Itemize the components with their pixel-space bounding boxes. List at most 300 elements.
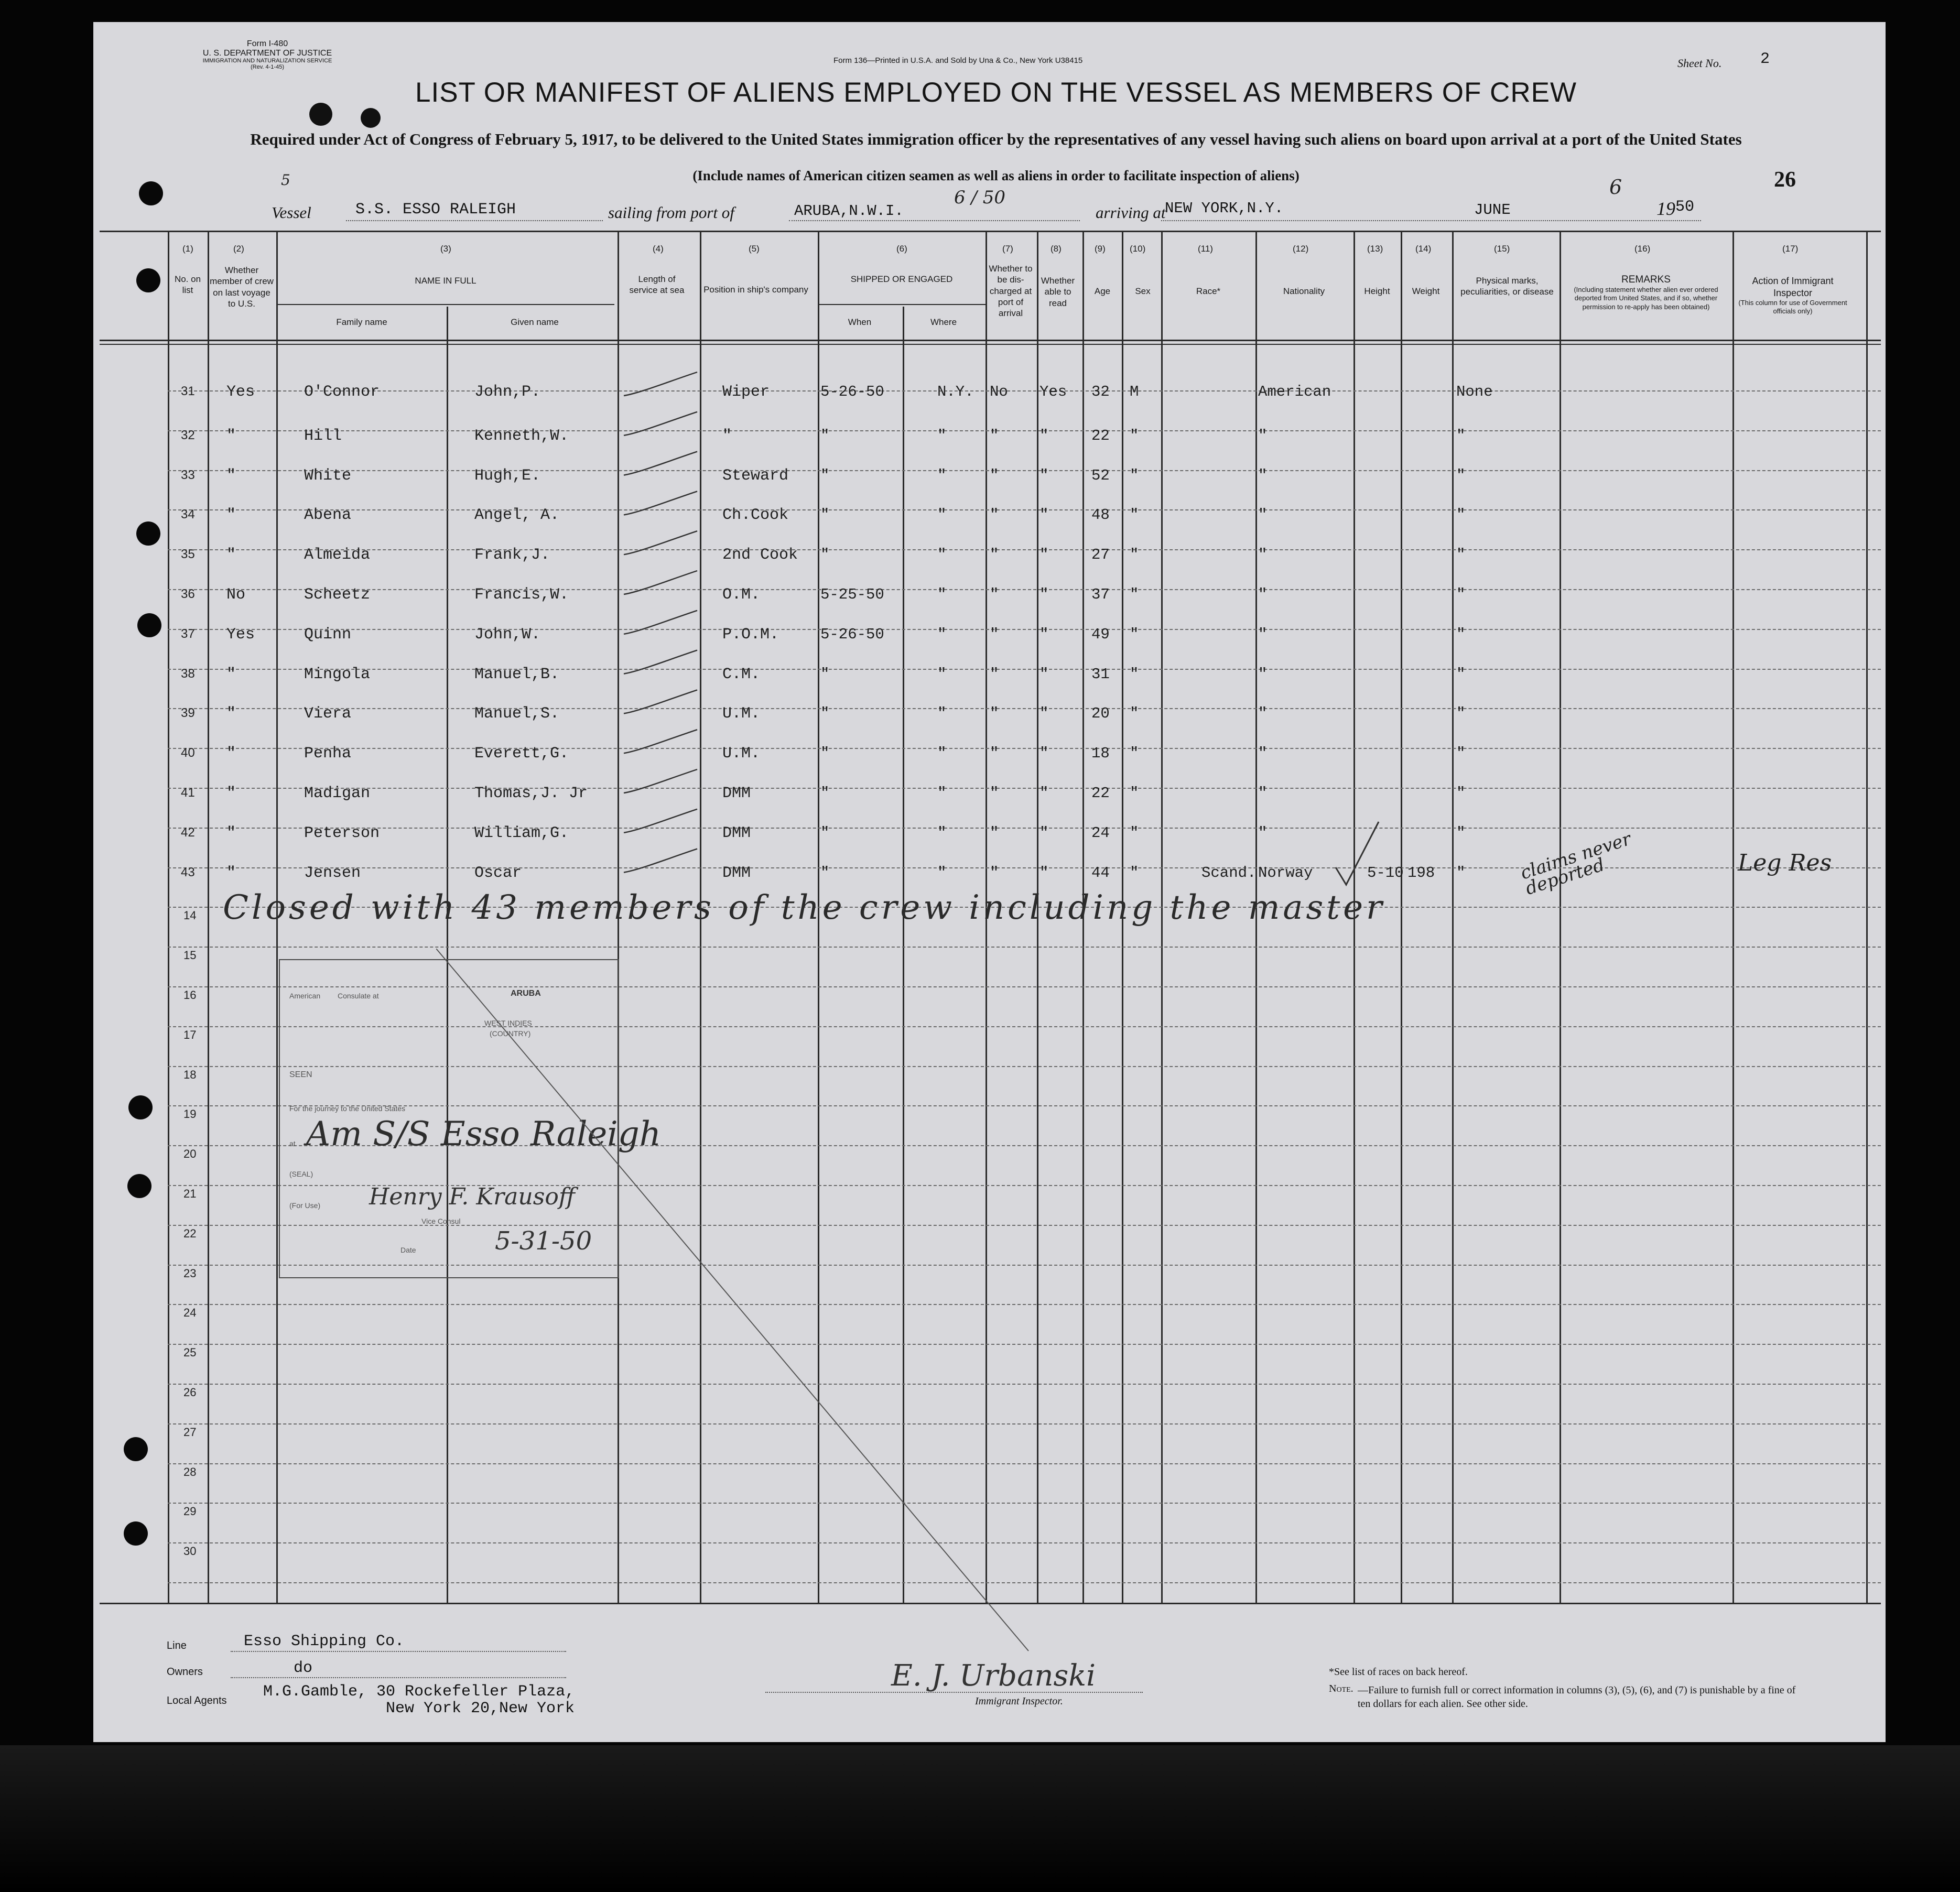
inspector-signature: E. J. Urbanski bbox=[891, 1659, 1096, 1693]
cell-family: Quinn bbox=[304, 625, 352, 644]
arriving-label: arriving at bbox=[1096, 203, 1166, 222]
col-num-3: (3) bbox=[440, 244, 451, 254]
sheet-label: Sheet No. bbox=[1677, 57, 1722, 70]
underline bbox=[231, 1677, 566, 1679]
cell-discharged: " bbox=[990, 705, 999, 723]
vessel-label: Vessel bbox=[272, 203, 311, 222]
binder-hole bbox=[124, 1521, 148, 1546]
cell-family: Mingola bbox=[304, 665, 371, 683]
cell-sex: " bbox=[1130, 586, 1139, 603]
stamp-seen: SEEN bbox=[289, 1070, 312, 1079]
page-mark: 26 bbox=[1774, 168, 1796, 192]
stamp-journey: For the journey to the United States bbox=[289, 1104, 406, 1113]
cell-no: 34 bbox=[181, 507, 195, 522]
cell-family: Hill bbox=[304, 427, 342, 445]
arrival-day: 6 bbox=[1609, 176, 1622, 199]
cell-position: DMM bbox=[722, 864, 751, 882]
row-rule bbox=[168, 867, 1881, 868]
cell-no: 31 bbox=[181, 384, 195, 398]
cell-nationality: " bbox=[1258, 427, 1268, 444]
cell-position: O.M. bbox=[722, 586, 761, 604]
binder-hole bbox=[128, 1095, 153, 1119]
header-bottom-border bbox=[100, 344, 1881, 345]
col-head-weight: Weight bbox=[1412, 286, 1440, 296]
col-head-no: No. on list bbox=[174, 274, 201, 296]
form-identification bbox=[173, 39, 362, 70]
cell-when: " bbox=[820, 785, 830, 802]
row-number: 18 bbox=[183, 1068, 197, 1081]
cell-given: Frank,J. bbox=[474, 546, 550, 564]
department: U. S. DEPARTMENT OF JUSTICE bbox=[202, 48, 332, 58]
cell-marks: " bbox=[1456, 586, 1466, 603]
include-note: (Include names of American citizen seamen as well as aliens in order to facilitate inspection of aliens) bbox=[692, 168, 1300, 183]
row-number: 23 bbox=[183, 1266, 197, 1280]
cell-discharged: " bbox=[990, 864, 999, 882]
stamp-for-use: (For Use) bbox=[289, 1201, 321, 1210]
stamp-country-label: (COUNTRY) bbox=[490, 1029, 531, 1038]
cell-marks: " bbox=[1456, 705, 1466, 723]
cell-last: " bbox=[226, 506, 236, 525]
footer-line-value: Esso Shipping Co. bbox=[244, 1633, 405, 1650]
cell-nationality: " bbox=[1258, 466, 1268, 484]
cell-marks: " bbox=[1456, 745, 1466, 763]
cell-read: " bbox=[1039, 625, 1049, 643]
service-checkmark bbox=[624, 769, 697, 793]
row-number: 14 bbox=[183, 909, 197, 922]
cell-position: 2nd Cook bbox=[722, 546, 798, 564]
cell-position: Wiper bbox=[722, 383, 770, 401]
cell-given: Manuel,S. bbox=[474, 705, 560, 723]
cell-last: " bbox=[226, 705, 236, 723]
underline bbox=[346, 220, 603, 222]
cell-age: 22 bbox=[1091, 785, 1110, 802]
cell-age: 49 bbox=[1091, 625, 1110, 643]
cell-read: " bbox=[1039, 427, 1049, 444]
cell-last: " bbox=[226, 546, 236, 564]
cell-age: 20 bbox=[1091, 705, 1110, 723]
cell-marks: " bbox=[1456, 546, 1466, 564]
cell-no: 33 bbox=[181, 467, 195, 482]
col-num-13: (13) bbox=[1367, 244, 1383, 254]
row-number: 15 bbox=[183, 949, 197, 962]
cell-no: 40 bbox=[181, 746, 195, 760]
note-text: —Failure to furnish full or correct information in columns (3), (5), (6), and (7) is punishable by a fine of ten dollars for each alien. See other side. bbox=[1358, 1684, 1796, 1710]
cell-nationality: Norway bbox=[1258, 864, 1313, 882]
row-number: 16 bbox=[183, 988, 197, 1002]
row-number: 30 bbox=[183, 1545, 197, 1558]
row-rule bbox=[168, 828, 1881, 829]
action-row-43: Leg Res bbox=[1738, 850, 1832, 876]
cell-read: " bbox=[1039, 745, 1049, 763]
cell-height: 5-10 bbox=[1367, 864, 1404, 882]
row-rule bbox=[168, 390, 1881, 392]
cell-marks: " bbox=[1456, 824, 1466, 842]
column-rule bbox=[1866, 231, 1868, 1604]
cell-nationality: " bbox=[1258, 745, 1268, 763]
row-rule bbox=[168, 589, 1881, 590]
col-head-sex: Sex bbox=[1135, 286, 1151, 296]
cell-when: 5-26-50 bbox=[820, 625, 884, 643]
ink-blot bbox=[309, 103, 332, 126]
cell-marks: " bbox=[1456, 864, 1466, 882]
subhead-given-name: Given name bbox=[511, 317, 559, 327]
scan-bottom-edge bbox=[0, 1745, 1960, 1892]
service-checkmarks bbox=[619, 362, 702, 875]
row-rule bbox=[168, 947, 1881, 948]
stamp-vessel-handwritten: Am S/S Esso Raleigh bbox=[306, 1115, 661, 1154]
cell-position: Steward bbox=[722, 466, 789, 485]
underline bbox=[789, 220, 1080, 222]
cell-read: " bbox=[1039, 665, 1049, 683]
stamp-country: WEST INDIES bbox=[484, 1019, 532, 1027]
cell-sex: " bbox=[1130, 705, 1139, 723]
cell-marks: " bbox=[1456, 785, 1466, 802]
stamp-date: 5-31-50 bbox=[495, 1226, 592, 1256]
cell-last: No bbox=[226, 586, 246, 604]
cell-race: Scand. bbox=[1201, 864, 1257, 882]
cell-no: 35 bbox=[181, 547, 195, 562]
row-rule bbox=[168, 549, 1881, 550]
cell-nationality: " bbox=[1258, 625, 1268, 643]
stamp-signature: Henry F. Krausoff bbox=[369, 1183, 575, 1210]
vessel-annotation: 5 bbox=[281, 171, 290, 189]
table-top-border bbox=[100, 231, 1881, 232]
column-rule bbox=[1732, 231, 1734, 1604]
cell-where: " bbox=[937, 864, 947, 882]
cell-position: DMM bbox=[722, 824, 751, 842]
col-num-1: (1) bbox=[182, 244, 193, 254]
cell-nationality: " bbox=[1258, 705, 1268, 723]
subhead-when: When bbox=[848, 317, 872, 327]
note-label: Note. bbox=[1329, 1683, 1353, 1694]
cell-where: " bbox=[937, 506, 947, 524]
col-num-16: (16) bbox=[1634, 244, 1651, 254]
row-number: 20 bbox=[183, 1147, 197, 1161]
cell-given: Thomas,J. Jr bbox=[474, 785, 588, 802]
cell-sex: " bbox=[1130, 864, 1139, 882]
cell-read: " bbox=[1039, 586, 1049, 603]
binder-hole bbox=[136, 521, 160, 546]
service-checkmark bbox=[624, 491, 697, 515]
footer-line-label: Line bbox=[167, 1640, 187, 1651]
service-checkmark bbox=[624, 571, 697, 594]
cell-no: 36 bbox=[181, 587, 195, 601]
cell-where: " bbox=[937, 785, 947, 802]
cell-position: U.M. bbox=[722, 745, 761, 763]
sheet-number: 2 bbox=[1760, 50, 1770, 68]
vessel-name: S.S. ESSO RALEIGH bbox=[355, 201, 516, 219]
cell-no: 39 bbox=[181, 706, 195, 721]
col-num-7: (7) bbox=[1002, 244, 1013, 254]
cell-position: C.M. bbox=[722, 665, 761, 683]
col-head-shipped: SHIPPED OR ENGAGED bbox=[850, 274, 953, 284]
cell-sex: " bbox=[1130, 466, 1139, 484]
cell-age: 31 bbox=[1091, 665, 1110, 683]
cell-last: " bbox=[226, 864, 236, 882]
height-checkmark bbox=[1331, 818, 1394, 891]
inspector-instructions: (This column for use of Government officials only) bbox=[1738, 299, 1847, 316]
service-checkmark bbox=[624, 690, 697, 713]
cell-family: Jensen bbox=[304, 864, 361, 882]
cell-discharged: " bbox=[990, 506, 999, 524]
service-checkmark bbox=[624, 611, 697, 634]
cell-nationality: " bbox=[1258, 586, 1268, 603]
cell-when: 5-25-50 bbox=[820, 586, 884, 603]
cell-discharged: " bbox=[990, 586, 999, 603]
service: IMMIGRATION AND NATURALIZATION SERVICE bbox=[202, 58, 332, 64]
races-note: *See list of races on back hereof. bbox=[1329, 1666, 1468, 1678]
row-rule bbox=[168, 788, 1881, 789]
underline bbox=[231, 1651, 566, 1652]
cell-last: " bbox=[226, 785, 236, 802]
cell-no: 37 bbox=[181, 626, 195, 641]
row-rule bbox=[168, 748, 1881, 749]
cell-family: Scheetz bbox=[304, 586, 371, 604]
cell-last: Yes bbox=[226, 383, 255, 401]
service-checkmark bbox=[624, 372, 697, 396]
cell-read: Yes bbox=[1039, 383, 1067, 400]
col-num-9: (9) bbox=[1095, 244, 1106, 254]
cell-when: " bbox=[820, 427, 830, 444]
row-rule bbox=[168, 708, 1881, 709]
cell-where: " bbox=[937, 466, 947, 484]
remarks-instructions: (Including statement whether alien ever ordered deported from United States, and if so, whether permission to re-apply has been obtained) bbox=[1574, 286, 1718, 311]
diagonal-pencil-line bbox=[436, 949, 1034, 1656]
arrival-month: JUNE bbox=[1474, 201, 1511, 219]
col-num-11: (11) bbox=[1198, 244, 1213, 254]
subhead-family-name: Family name bbox=[336, 317, 387, 327]
row-rule bbox=[168, 629, 1881, 630]
cell-read: " bbox=[1039, 546, 1049, 564]
binder-hole bbox=[127, 1174, 151, 1198]
cell-age: 32 bbox=[1091, 383, 1110, 400]
cell-where: " bbox=[937, 586, 947, 603]
cell-age: 27 bbox=[1091, 546, 1110, 564]
stamp-place: ARUBA bbox=[511, 989, 541, 998]
cell-no: 32 bbox=[181, 428, 195, 442]
binder-hole bbox=[124, 1437, 148, 1461]
cell-last: " bbox=[226, 466, 236, 485]
footer-agents-label: Local Agents bbox=[167, 1695, 227, 1706]
cell-given: Kenneth,W. bbox=[474, 427, 569, 445]
revision: (Rev. 4-1-45) bbox=[251, 64, 284, 71]
cell-position: P.O.M. bbox=[722, 625, 779, 644]
cell-given: Manuel,B. bbox=[474, 665, 560, 683]
cell-family: Madigan bbox=[304, 785, 371, 802]
row-number: 24 bbox=[183, 1306, 197, 1320]
cell-where: " bbox=[937, 427, 947, 444]
header-bottom-border bbox=[100, 340, 1881, 341]
cell-when: 5-26-50 bbox=[820, 383, 884, 400]
row-number: 17 bbox=[183, 1028, 197, 1041]
page-subtitle: Required under Act of Congress of February 5, 1917, to be delivered to the United States immigration officer by the representatives of any vessel having such aliens on board upon arrival at a port of the United States bbox=[250, 130, 1742, 148]
cell-when: " bbox=[820, 466, 830, 484]
cell-given: John,P. bbox=[474, 383, 541, 401]
cell-position: DMM bbox=[722, 785, 751, 802]
row-rule bbox=[168, 470, 1881, 471]
cell-when: " bbox=[820, 665, 830, 683]
cell-age: 44 bbox=[1091, 864, 1110, 882]
sailing-label: sailing from port of bbox=[608, 203, 734, 222]
binder-hole bbox=[139, 181, 163, 205]
port-of-departure: ARUBA,N.W.I. bbox=[794, 202, 904, 220]
arrival-port: NEW YORK,N.Y. bbox=[1165, 200, 1284, 217]
binder-hole bbox=[137, 613, 161, 637]
cell-discharged: " bbox=[990, 427, 999, 444]
cell-family: Viera bbox=[304, 705, 352, 723]
cell-discharged: No bbox=[990, 383, 1008, 400]
cell-given: Francis,W. bbox=[474, 586, 569, 604]
cell-given: Angel, A. bbox=[474, 506, 560, 525]
cell-age: 18 bbox=[1091, 745, 1110, 763]
column-rule bbox=[168, 231, 169, 1604]
cell-where: " bbox=[937, 546, 947, 564]
cell-nationality: " bbox=[1258, 546, 1268, 564]
cell-when: " bbox=[820, 705, 830, 723]
service-checkmark bbox=[624, 531, 697, 554]
service-checkmark bbox=[624, 809, 697, 833]
cell-discharged: " bbox=[990, 745, 999, 763]
row-number: 27 bbox=[183, 1425, 197, 1439]
cell-family: Peterson bbox=[304, 824, 380, 842]
col-num-2: (2) bbox=[233, 244, 244, 254]
cell-nationality: " bbox=[1258, 665, 1268, 683]
printer-line: Form 136—Printed in U.S.A. and Sold by Una & Co., New York U38415 bbox=[833, 56, 1083, 65]
inspector-label: Immigrant Inspector. bbox=[975, 1695, 1063, 1707]
footer-agents-line1: M.G.Gamble, 30 Rockefeller Plaza, bbox=[263, 1683, 575, 1701]
cell-where: " bbox=[937, 824, 947, 842]
cell-read: " bbox=[1039, 705, 1049, 723]
col-head-discharged: Whether to be dis-charged at port of arrival bbox=[989, 264, 1033, 318]
col-head-race: Race* bbox=[1196, 286, 1221, 296]
name-subheader-rule bbox=[276, 304, 614, 305]
stamp-american: American bbox=[289, 992, 321, 1000]
col-head-nationality: Nationality bbox=[1283, 286, 1325, 296]
row-rule bbox=[168, 430, 1881, 431]
stamp-date-label: Date bbox=[400, 1246, 416, 1254]
col-num-12: (12) bbox=[1293, 244, 1309, 254]
cell-discharged: " bbox=[990, 824, 999, 842]
cell-age: 37 bbox=[1091, 586, 1110, 603]
col-num-14: (14) bbox=[1415, 244, 1432, 254]
underline bbox=[765, 1692, 1143, 1693]
cell-nationality: " bbox=[1258, 824, 1268, 842]
service-checkmark bbox=[624, 412, 697, 436]
stamp-at: at bbox=[289, 1139, 296, 1148]
col-head-height: Height bbox=[1364, 286, 1390, 296]
cell-position: " bbox=[722, 427, 732, 445]
column-rule bbox=[1401, 231, 1402, 1604]
cell-where: N.Y. bbox=[937, 383, 974, 400]
page-title: LIST OR MANIFEST OF ALIENS EMPLOYED ON THE VESSEL AS MEMBERS OF CREW bbox=[415, 77, 1577, 108]
form-number: Form I-480 bbox=[246, 39, 288, 48]
cell-no: 42 bbox=[181, 825, 195, 840]
subhead-where: Where bbox=[930, 317, 957, 327]
footer-owners-label: Owners bbox=[167, 1666, 203, 1678]
cell-age: 22 bbox=[1091, 427, 1110, 444]
cell-nationality: " bbox=[1258, 506, 1268, 524]
cell-discharged: " bbox=[990, 625, 999, 643]
service-checkmark bbox=[624, 452, 697, 475]
cell-marks: " bbox=[1456, 427, 1466, 444]
column-rule bbox=[208, 231, 209, 1604]
year-suffix: 50 bbox=[1675, 198, 1695, 216]
row-number: 29 bbox=[183, 1505, 197, 1518]
ink-blot bbox=[361, 108, 381, 128]
col-head-physical-marks: Physical marks, peculiarities, or disease bbox=[1460, 276, 1554, 297]
cell-last: " bbox=[226, 745, 236, 763]
row-number: 28 bbox=[183, 1465, 197, 1478]
cell-sex: " bbox=[1130, 785, 1139, 802]
row-number: 25 bbox=[183, 1346, 197, 1360]
cell-when: " bbox=[820, 824, 830, 842]
cell-when: " bbox=[820, 546, 830, 564]
cell-read: " bbox=[1039, 864, 1049, 882]
col-num-8: (8) bbox=[1051, 244, 1062, 254]
year-prefix: 19 bbox=[1656, 198, 1675, 219]
service-checkmark bbox=[624, 650, 697, 674]
cell-family: White bbox=[304, 466, 352, 485]
cell-position: U.M. bbox=[722, 705, 761, 723]
col-head-service: Length of service at sea bbox=[629, 274, 685, 296]
cell-when: " bbox=[820, 745, 830, 763]
cell-discharged: " bbox=[990, 785, 999, 802]
row-number: 19 bbox=[183, 1107, 197, 1121]
cell-last: " bbox=[226, 665, 236, 683]
binder-hole bbox=[136, 268, 160, 292]
column-rule bbox=[1452, 231, 1454, 1604]
row-rule bbox=[168, 669, 1881, 670]
cell-read: " bbox=[1039, 824, 1049, 842]
cell-marks: None bbox=[1456, 383, 1493, 400]
row-number: 22 bbox=[183, 1226, 197, 1240]
service-checkmark bbox=[624, 849, 697, 873]
service-checkmark bbox=[624, 730, 697, 753]
cell-sex: " bbox=[1130, 427, 1139, 444]
col-num-4: (4) bbox=[653, 244, 664, 254]
cell-family: O'Connor bbox=[304, 383, 380, 401]
cell-discharged: " bbox=[990, 546, 999, 564]
cell-given: Hugh,E. bbox=[474, 466, 541, 485]
row-number: 26 bbox=[183, 1386, 197, 1399]
cell-given: Oscar bbox=[474, 864, 522, 882]
col-num-5: (5) bbox=[749, 244, 760, 254]
cell-family: Penha bbox=[304, 745, 352, 763]
cell-marks: " bbox=[1456, 506, 1466, 524]
cell-last: " bbox=[226, 427, 236, 445]
col-head-name: NAME IN FULL bbox=[415, 276, 477, 286]
footer-agents-line2: New York 20,New York bbox=[386, 1700, 575, 1717]
cell-nationality: American bbox=[1258, 383, 1331, 400]
cell-sex: " bbox=[1130, 625, 1139, 643]
cell-age: 24 bbox=[1091, 824, 1110, 842]
cell-no: 41 bbox=[181, 786, 195, 800]
stamp-seal: (SEAL) bbox=[289, 1170, 313, 1178]
cell-sex: " bbox=[1130, 824, 1139, 842]
cell-where: " bbox=[937, 625, 947, 643]
col-num-17: (17) bbox=[1782, 244, 1799, 254]
column-rule bbox=[1560, 231, 1561, 1604]
col-num-10: (10) bbox=[1130, 244, 1146, 254]
row-number: 21 bbox=[183, 1187, 197, 1200]
cell-where: " bbox=[937, 665, 947, 683]
underline bbox=[1161, 220, 1701, 222]
cell-family: Almeida bbox=[304, 546, 371, 564]
cell-discharged: " bbox=[990, 665, 999, 683]
cell-family: Abena bbox=[304, 506, 352, 525]
row-rule bbox=[168, 509, 1881, 510]
stamp-consulate: Consulate at bbox=[338, 992, 379, 1000]
